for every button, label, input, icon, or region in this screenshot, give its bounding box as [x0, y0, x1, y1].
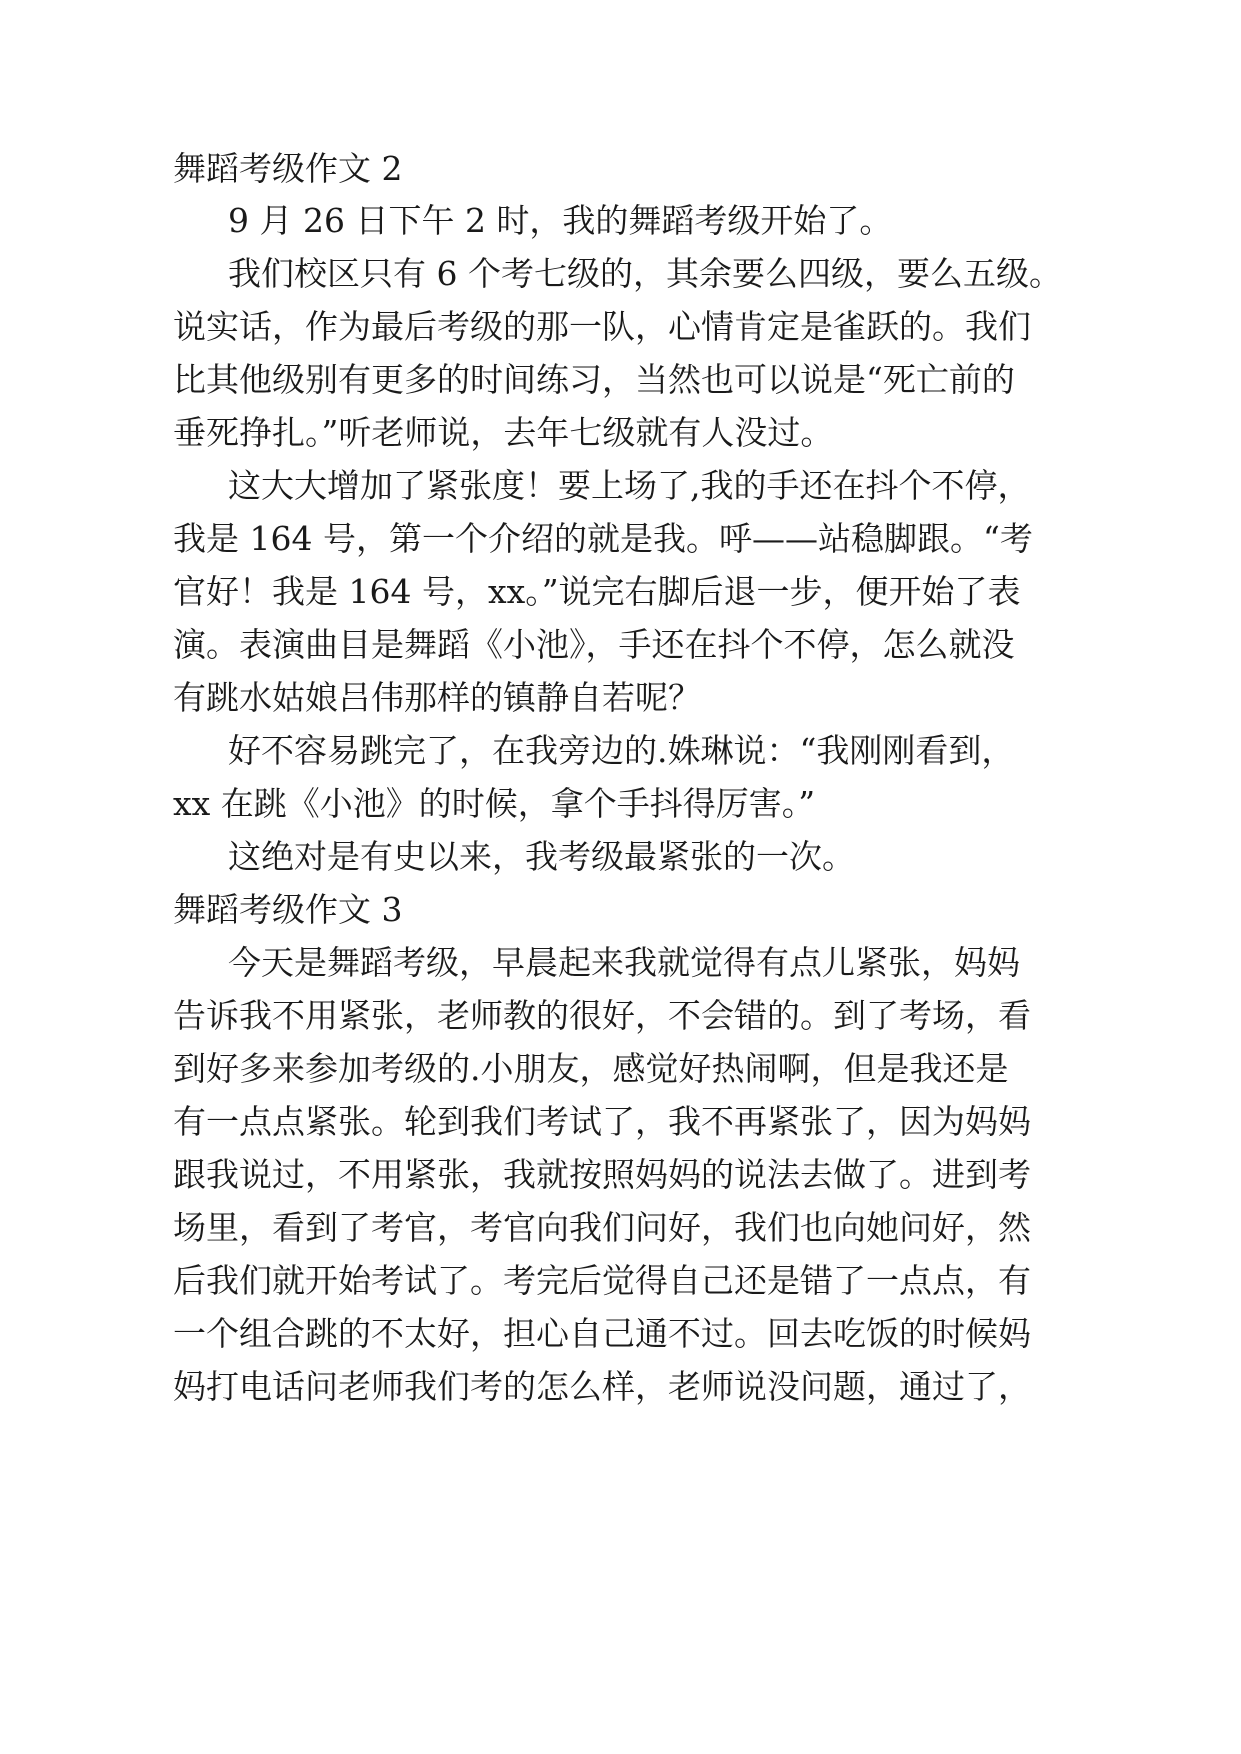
paragraph-line: 这大大增加了紧张度！要上场了,我的手还在抖个不停，	[228, 466, 1031, 505]
section-heading: 舞蹈考级作文 2	[173, 149, 403, 188]
paragraph-line: 妈打电话问老师我们考的怎么样，老师说没问题，通过了，	[173, 1367, 1031, 1406]
paragraph-line: 我是 164 号，第一个介绍的就是我。呼——站稳脚跟。“考	[173, 519, 1033, 558]
paragraph-line: 场里，看到了考官，考官向我们问好，我们也向她问好，然	[173, 1208, 1031, 1247]
paragraph-line: 比其他级别有更多的时间练习，当然也可以说是“死亡前的	[173, 360, 1015, 399]
paragraph-line: 好不容易跳完了，在我旁边的.姝琳说：“我刚刚看到，	[228, 731, 1015, 770]
paragraph-line: 说实话，作为最后考级的那一队，心情肯定是雀跃的。我们	[173, 307, 1031, 346]
paragraph-line: 官好！我是 164 号，xx。”说完右脚后退一步，便开始了表	[173, 572, 1021, 611]
paragraph-line: xx 在跳《小池》的时候，拿个手抖得厉害。”	[173, 784, 816, 823]
paragraph-line: 到好多来参加考级的.小朋友，感觉好热闹啊，但是我还是	[173, 1049, 1009, 1088]
paragraph-line: 一个组合跳的不太好，担心自己通不过。回去吃饭的时候妈	[173, 1314, 1031, 1353]
paragraph-line: 有一点点紧张。轮到我们考试了，我不再紧张了，因为妈妈	[173, 1102, 1031, 1141]
section-heading: 舞蹈考级作文 3	[173, 890, 403, 929]
paragraph-line: 演。表演曲目是舞蹈《小池》，手还在抖个不停，怎么就没	[173, 625, 1015, 664]
paragraph-line: 告诉我不用紧张，老师教的很好，不会错的。到了考场，看	[173, 996, 1031, 1035]
paragraph-line: 垂死挣扎。”听老师说，去年七级就有人没过。	[173, 413, 834, 452]
paragraph-line: 有跳水姑娘吕伟那样的镇静自若呢？	[173, 678, 701, 717]
paragraph-line: 跟我说过，不用紧张，我就按照妈妈的说法去做了。进到考	[173, 1155, 1031, 1194]
paragraph-line: 这绝对是有史以来，我考级最紧张的一次。	[228, 837, 855, 876]
paragraph-line: 后我们就开始考试了。考完后觉得自己还是错了一点点，有	[173, 1261, 1031, 1300]
paragraph-line: 我们校区只有 6 个考七级的，其余要么四级，要么五级。	[228, 254, 1062, 293]
paragraph-line: 今天是舞蹈考级，早晨起来我就觉得有点儿紧张，妈妈	[228, 943, 1020, 982]
paragraph-line: 9 月 26 日下午 2 时，我的舞蹈考级开始了。	[228, 201, 893, 240]
